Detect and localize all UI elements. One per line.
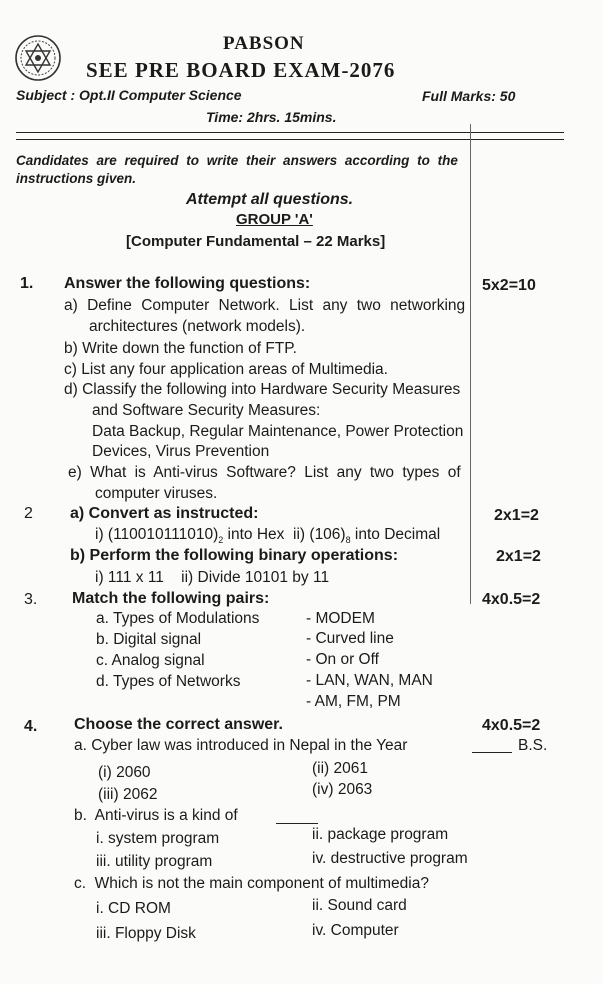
q3-right-2: - Curved line — [306, 630, 394, 647]
section-heading: [Computer Fundamental – 22 Marks] — [126, 233, 386, 250]
group-heading: GROUP 'A' — [236, 211, 313, 228]
q4-title: Choose the correct answer. — [74, 716, 283, 733]
q3-left-1: a. Types of Modulations — [96, 610, 260, 627]
q4-a-blank — [472, 752, 512, 753]
q4-c-opt-2: ii. Sound card — [312, 897, 407, 914]
q4-a-tail: B.S. — [518, 737, 548, 754]
q4-b-opt-3: iii. utility program — [96, 853, 213, 870]
q4-c-opt-4: iv. Computer — [312, 922, 399, 939]
instructions-line-2: instructions given. — [16, 171, 137, 186]
q4-a-opt-4: (iv) 2063 — [312, 781, 373, 798]
q4-b-opt-1: i. system program — [96, 830, 220, 847]
q2-a-ii-base: 8 — [345, 535, 351, 546]
q1-a-line1: a) Define Computer Network. List any two networking — [64, 297, 466, 314]
school-name: PABSON — [223, 33, 305, 54]
q1-d-line3: Data Backup, Regular Maintenance, Power Protection — [92, 423, 464, 440]
header-divider-top — [16, 132, 564, 133]
q4-b-opt-4: iv. destructive program — [312, 850, 468, 867]
q3-number: 3. — [24, 591, 38, 608]
q1-e-line2: computer viruses. — [95, 485, 218, 502]
q3-left-3: c. Analog signal — [96, 652, 205, 669]
q1-number: 1. — [20, 275, 34, 292]
q4-a-opt-3: (iii) 2062 — [98, 786, 158, 803]
q2-a-items — [95, 526, 440, 545]
q3-right-3: - On or Off — [306, 651, 379, 668]
q2-b-items: i) 111 x 11 ii) Divide 10101 by 11 — [95, 569, 330, 586]
q2-number: 2 — [24, 505, 33, 522]
q2-a-i-base: 2 — [218, 535, 224, 546]
exam-title: SEE PRE BOARD EXAM-2076 — [86, 58, 396, 82]
q3-marks: 4x0.5=2 — [482, 591, 541, 608]
q2-b-title: b) Perform the following binary operations: — [70, 547, 399, 564]
q2-a-marks: 2x1=2 — [494, 507, 539, 524]
q1-d-line2: and Software Security Measures: — [92, 402, 321, 419]
q2-a-i-post: into Hex — [223, 526, 285, 543]
q1-title: Answer the following questions: — [64, 275, 311, 292]
q4-c-opt-1: i. CD ROM — [96, 900, 171, 917]
q2-a-ii-pre: ii) (106) — [293, 526, 346, 543]
instructions-line-1: Candidates are required to write their answers according to the — [16, 153, 458, 168]
q3-right-1: - MODEM — [306, 610, 375, 627]
subject-label: Subject : Opt.II Computer Science — [16, 87, 242, 103]
q3-left-2: b. Digital signal — [96, 631, 202, 648]
q2-a-i-pre: i) (110010111010) — [95, 526, 219, 543]
q4-a-opt-2: (ii) 2061 — [312, 760, 368, 777]
q1-d-line1: d) Classify the following into Hardware Security Measures — [64, 381, 461, 398]
q4-b-opt-2: ii. package program — [312, 826, 449, 843]
q4-a-question: a. Cyber law was introduced in Nepal in the Year — [74, 737, 408, 754]
q3-right-5: - AM, FM, PM — [306, 693, 401, 710]
q4-marks: 4x0.5=2 — [482, 717, 541, 734]
q4-number: 4. — [24, 718, 38, 735]
q4-b-blank — [276, 823, 318, 824]
q1-d-line4: Devices, Virus Prevention — [92, 443, 270, 460]
header-divider-bottom — [16, 139, 564, 140]
q3-title: Match the following pairs: — [72, 590, 270, 607]
q1-c: c) List any four application areas of Multimedia. — [64, 361, 388, 378]
q2-a-ii-post: into Decimal — [350, 526, 441, 543]
q2-a-title: a) Convert as instructed: — [70, 505, 259, 522]
exam-time: Time: 2hrs. 15mins. — [206, 109, 337, 125]
q1-b: b) Write down the function of FTP. — [64, 340, 297, 357]
q4-c-opt-3: iii. Floppy Disk — [96, 925, 196, 942]
q4-b-question: b. Anti-virus is a kind of — [74, 807, 238, 824]
q2-b-marks: 2x1=2 — [496, 548, 541, 565]
full-marks: Full Marks: 50 — [422, 88, 516, 104]
q1-marks: 5x2=10 — [482, 277, 536, 294]
q1-e-line1: e) What is Anti-virus Software? List any two types of — [68, 464, 461, 481]
q3-left-4: d. Types of Networks — [96, 673, 241, 690]
pabson-logo — [14, 34, 62, 82]
q4-a-opt-1: (i) 2060 — [98, 764, 151, 781]
attempt-all: Attempt all questions. — [186, 191, 354, 208]
q4-c-question: c. Which is not the main component of multimedia? — [74, 875, 429, 892]
scan-fold-line — [470, 124, 471, 604]
q3-right-4: - LAN, WAN, MAN — [306, 672, 433, 689]
q1-a-line2: architectures (network models). — [89, 318, 306, 335]
